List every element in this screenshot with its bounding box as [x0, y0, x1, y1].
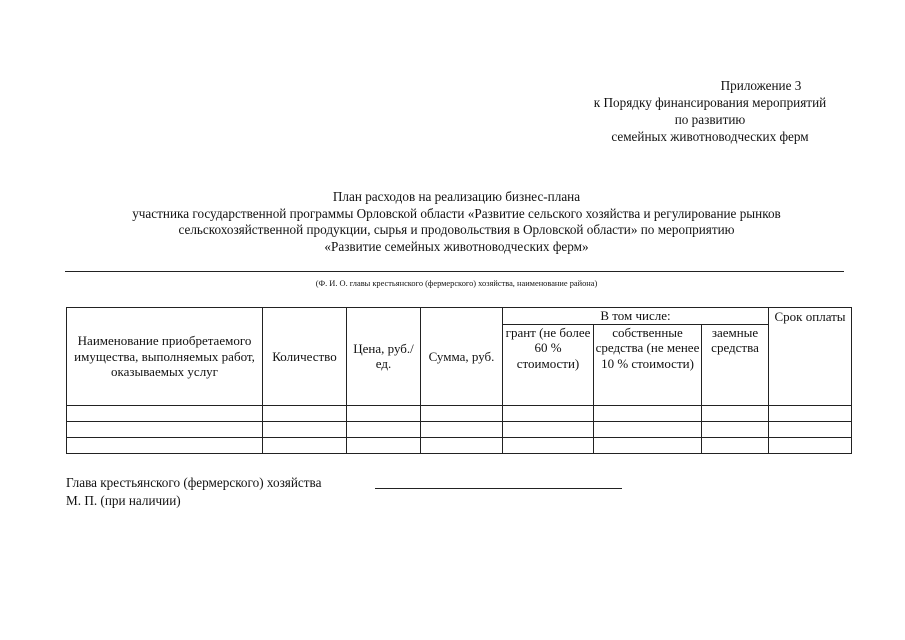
table-cell[interactable]	[263, 421, 347, 437]
appendix-title: Приложение 3	[720, 78, 802, 93]
table-cell[interactable]	[67, 421, 263, 437]
header-payment-term: Срок оплаты	[769, 308, 852, 406]
table-row	[67, 421, 852, 437]
table-cell[interactable]	[347, 437, 421, 453]
table-cell[interactable]	[347, 421, 421, 437]
table-cell[interactable]	[421, 421, 503, 437]
appendix-line: к Порядку финансирования мероприятий	[593, 95, 827, 110]
table-cell[interactable]	[503, 437, 594, 453]
appendix-header	[540, 77, 880, 145]
header-quantity: Количество	[263, 308, 347, 406]
signature-line[interactable]	[375, 488, 622, 489]
table-cell[interactable]	[421, 405, 503, 421]
table-cell[interactable]	[503, 421, 594, 437]
header-price: Цена, руб./ед.	[347, 308, 421, 406]
table-cell[interactable]	[594, 437, 702, 453]
table-cell[interactable]	[594, 421, 702, 437]
table-cell[interactable]	[67, 437, 263, 453]
table-cell[interactable]	[67, 405, 263, 421]
table-cell[interactable]	[421, 437, 503, 453]
appendix-line: по развитию	[674, 112, 746, 127]
plan-title-line: участника государственной программы Орловской области «Развитие сельского хозяйства и регулирование рынков	[132, 205, 781, 221]
expense-plan-table	[66, 307, 852, 454]
table-cell[interactable]	[702, 405, 769, 421]
table-cell[interactable]	[702, 421, 769, 437]
header-grant: грант (не более 60 % стоимости)	[503, 324, 594, 405]
header-item-name: Наименование приобретаемого имущества, выполняемых работ, оказываемых услуг	[67, 308, 263, 406]
table-cell[interactable]	[503, 405, 594, 421]
header-own-funds: собственные средства (не менее 10 % стоимости)	[594, 324, 702, 405]
plan-title-line: сельскохозяйственной продукции, сырья и продовольствия в Орловской области» по мероприятию	[178, 222, 735, 237]
appendix-line: семейных животноводческих ферм	[611, 129, 809, 144]
header-borrowed-funds: заемные средства	[702, 324, 769, 405]
header-including: В том числе:	[503, 308, 769, 325]
head-signature-label: Глава крестьянского (фермерского) хозяйства	[66, 475, 322, 490]
stamp-label: М. П. (при наличии)	[66, 493, 181, 508]
plan-title	[60, 189, 853, 255]
plan-title-line: «Развитие семейных животноводческих ферм»	[324, 238, 589, 254]
table-cell[interactable]	[769, 421, 852, 437]
header-sum: Сумма, руб.	[421, 308, 503, 406]
table-cell[interactable]	[769, 405, 852, 421]
table-cell[interactable]	[594, 405, 702, 421]
table-row	[67, 437, 852, 453]
plan-title-line: План расходов на реализацию бизнес-плана	[332, 189, 581, 204]
table-cell[interactable]	[347, 405, 421, 421]
table-cell[interactable]	[263, 405, 347, 421]
participant-name-line[interactable]	[65, 271, 844, 272]
table-cell[interactable]	[769, 437, 852, 453]
table-cell[interactable]	[702, 437, 769, 453]
participant-name-caption: (Ф. И. О. главы крестьянского (фермерского) хозяйства, наименование района)	[315, 279, 598, 288]
table-row	[67, 405, 852, 421]
table-cell[interactable]	[263, 437, 347, 453]
